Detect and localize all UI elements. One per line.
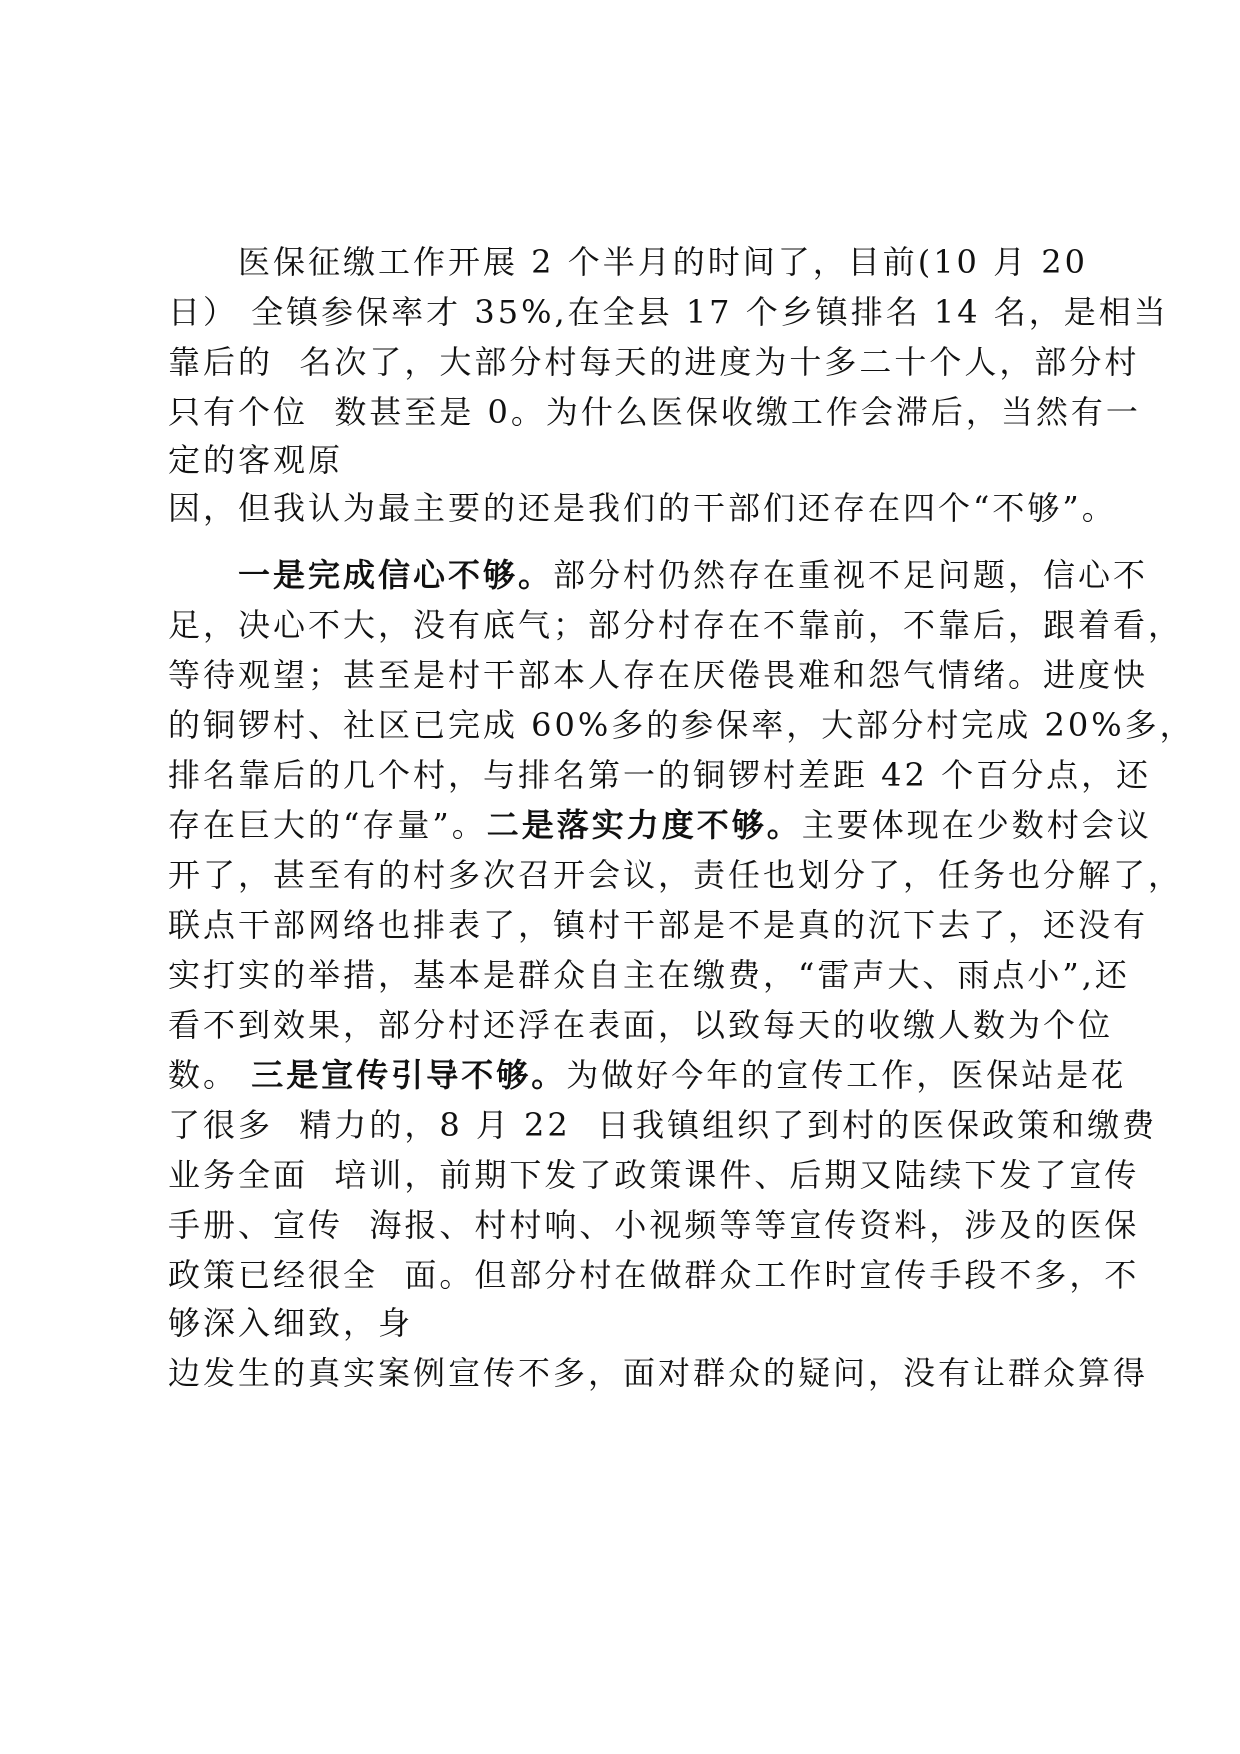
text-line: 联点干部网络也排表了，镇村干部是不是真的沉下去了，还没有 — [168, 906, 1149, 944]
text-line: 靠后的 名次了，大部分村每天的进度为十多二十个人，部分村 — [168, 343, 1140, 381]
text-line: 开了，甚至有的村多次召开会议，责任也划分了，任务也分解了， — [168, 856, 1184, 894]
text-line: 医保征缴工作开展 2 个半月的时间了，目前(10 月 20 — [238, 243, 1088, 281]
text-line: 存在巨大的“存量”。二是落实力度不够。主要体现在少数村会议 — [168, 806, 1152, 844]
text-line: 日） 全镇参保率才 35%,在全县 17 个乡镇排名 14 名，是相当 — [168, 293, 1169, 331]
text-line: 只有个位 数甚至是 0。为什么医保收缴工作会滞后，当然有一 — [168, 393, 1141, 431]
text-line: 因，但我认为最主要的还是我们的干部们还存在四个“不够”。 — [168, 489, 1117, 527]
text-line: 业务全面 培训，前期下发了政策课件、后期又陆续下发了宣传 — [168, 1156, 1140, 1194]
text-line: 定的客观原 — [168, 441, 344, 479]
text-line: 了很多 精力的，8 月 22 日我镇组织了到村的医保政策和缴费 — [168, 1106, 1158, 1144]
bold-heading: 三是宣传引导不够。 — [251, 1056, 567, 1094]
text-line: 排名靠后的几个村，与排名第一的铜锣村差距 42 个百分点，还 — [168, 756, 1152, 794]
bold-heading: 二是落实力度不够。 — [486, 806, 802, 844]
bold-heading: 一是完成信心不够。 — [238, 556, 554, 594]
text-line: 的铜锣村、社区已完成 60%多的参保率，大部分村完成 20%多， — [168, 706, 1195, 744]
text-line: 够深入细致，身 — [168, 1304, 414, 1342]
text-line: 足，决心不大，没有底气；部分村存在不靠前，不靠后，跟着看， — [168, 606, 1184, 644]
text-line: 边发生的真实案例宣传不多，面对群众的疑问，没有让群众算得 — [168, 1354, 1149, 1392]
text-line: 一是完成信心不够。部分村仍然存在重视不足问题，信心不 — [238, 556, 1149, 594]
text-line: 手册、宣传 海报、村村响、小视频等等宣传资料，涉及的医保 — [168, 1206, 1140, 1244]
text-line: 政策已经很全 面。但部分村在做群众工作时宣传手段不多，不 — [168, 1256, 1140, 1294]
text-line: 数。 三是宣传引导不够。为做好今年的宣传工作，医保站是花 — [168, 1056, 1127, 1094]
text-line: 实打实的举措，基本是群众自主在缴费，“雷声大、雨点小”,还 — [168, 956, 1130, 994]
text-line: 等待观望；甚至是村干部本人存在厌倦畏难和怨气情绪。进度快 — [168, 656, 1149, 694]
text-line: 看不到效果，部分村还浮在表面，以致每天的收缴人数为个位 — [168, 1006, 1114, 1044]
